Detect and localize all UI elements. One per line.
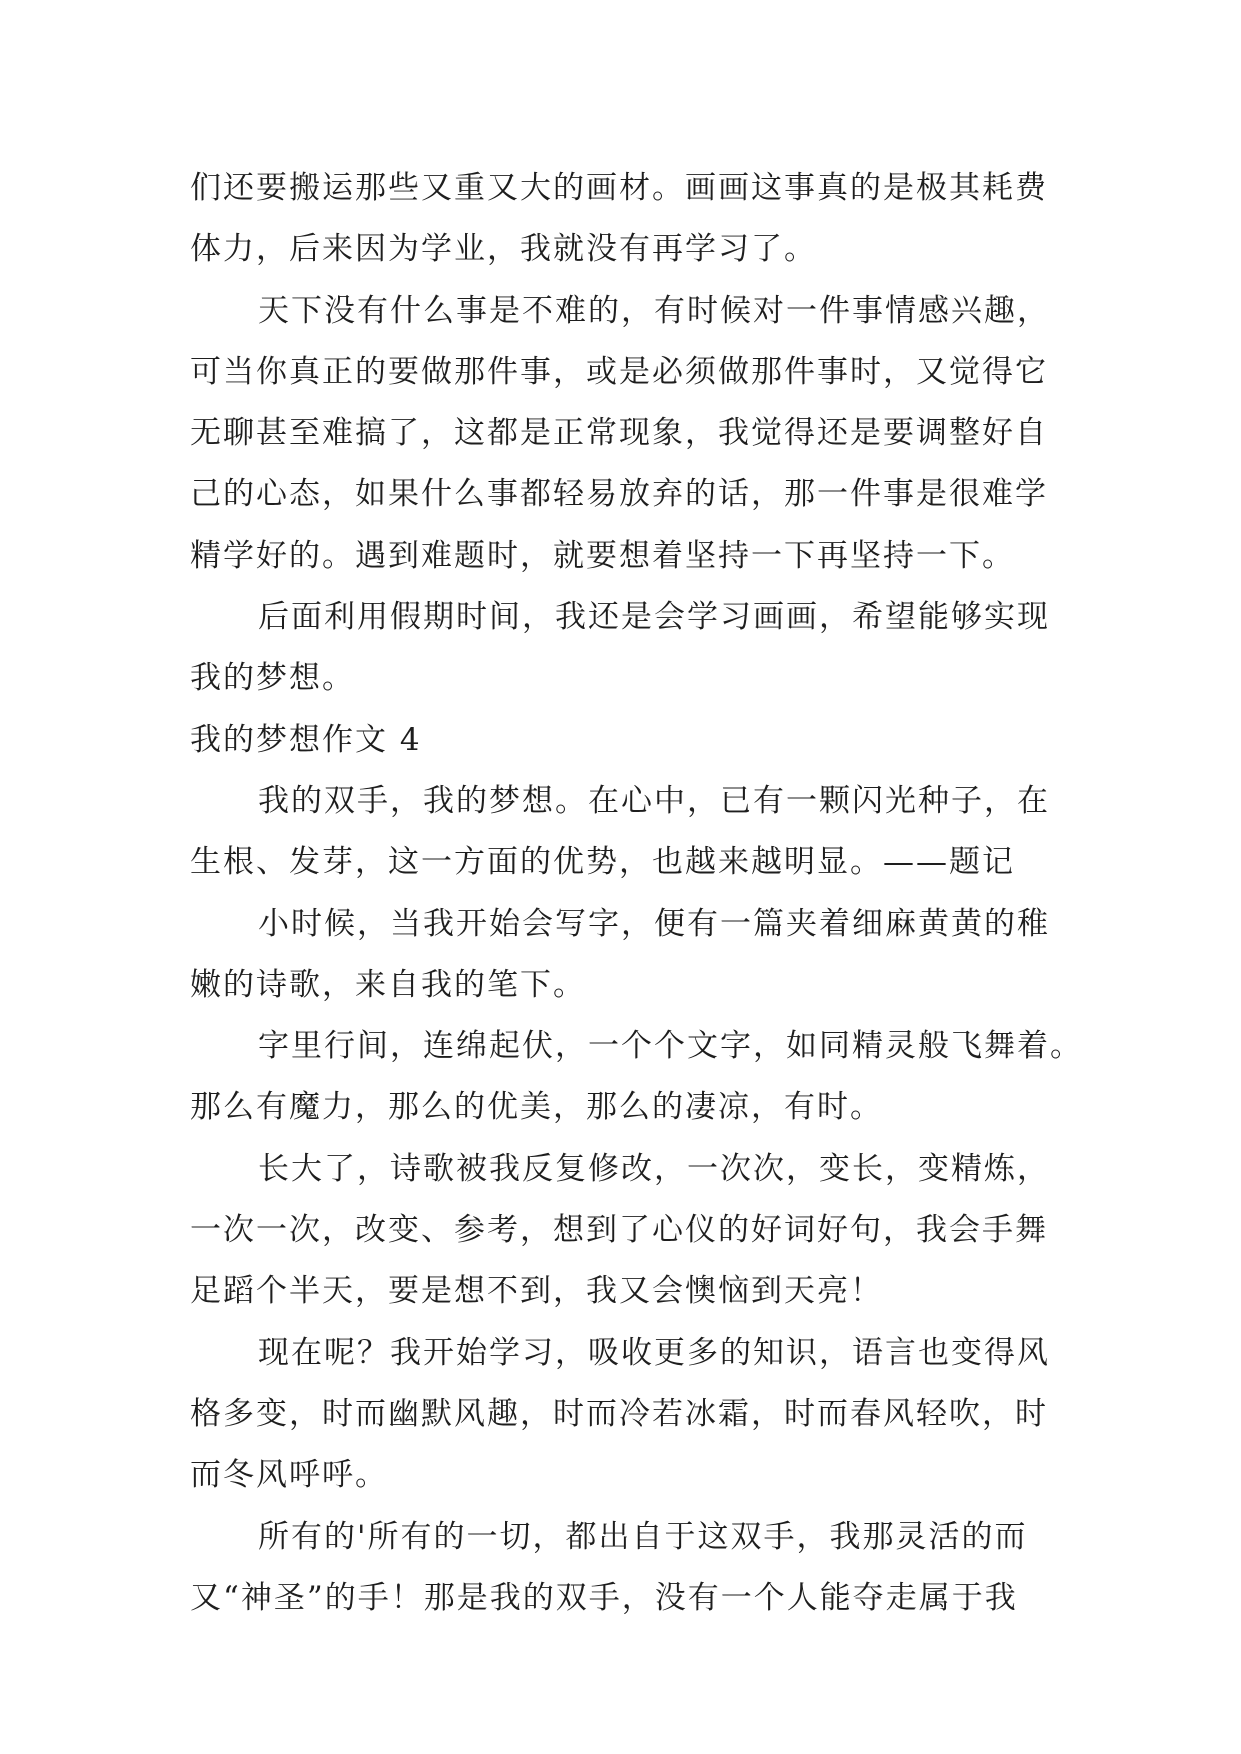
- text-line: 足蹈个半天，要是想不到，我又会懊恼到天亮！: [190, 1273, 883, 1310]
- paragraph-start-line: 现在呢？我开始学习，吸收更多的知识，语言也变得风: [258, 1334, 1050, 1371]
- text-line: 精学好的。遇到难题时，就要想着坚持一下再坚持一下。: [190, 537, 1015, 574]
- text-line: 格多变，时而幽默风趣，时而冷若冰霜，时而春风轻吹，时: [190, 1395, 1048, 1432]
- text-line: 而冬风呼呼。: [190, 1457, 388, 1494]
- paragraph-start-line: 小时候，当我开始会写字，便有一篇夹着细麻黄黄的稚: [258, 905, 1050, 942]
- text-line: 无聊甚至难搞了，这都是正常现象，我觉得还是要调整好自: [190, 415, 1048, 452]
- section-heading: 我的梦想作文 4: [190, 721, 422, 758]
- paragraph-start-line: 所有的'所有的一切，都出自于这双手，我那灵活的而: [258, 1518, 1028, 1555]
- text-line: 那么有魔力，那么的优美，那么的凄凉，有时。: [190, 1089, 883, 1126]
- text-line: 己的心态，如果什么事都轻易放弃的话，那一件事是很难学: [190, 476, 1048, 513]
- text-line: 嫩的诗歌，来自我的笔下。: [190, 966, 586, 1003]
- text-line: 又“神圣”的手！那是我的双手，没有一个人能夺走属于我: [190, 1579, 1018, 1616]
- paragraph-start-line: 字里行间，连绵起伏，一个个文字，如同精灵般飞舞着。: [258, 1028, 1083, 1065]
- text-line: 一次一次，改变、参考，想到了心仪的好词好句，我会手舞: [190, 1212, 1048, 1249]
- text-line: 可当你真正的要做那件事，或是必须做那件事时，又觉得它: [190, 353, 1048, 390]
- text-line: 体力，后来因为学业，我就没有再学习了。: [190, 231, 817, 268]
- paragraph-start-line: 我的双手，我的梦想。在心中，已有一颗闪光种子，在: [258, 782, 1050, 819]
- document-body: [190, 158, 1083, 1629]
- text-line: 生根、发芽，这一方面的优势，也越来越明显。——题记: [190, 844, 1015, 881]
- paragraph-start-line: 后面利用假期时间，我还是会学习画画，希望能够实现: [258, 599, 1050, 636]
- text-line: 我的梦想。: [190, 660, 355, 697]
- paragraph-start-line: 长大了，诗歌被我反复修改，一次次，变长，变精炼，: [258, 1150, 1050, 1187]
- paragraph-start-line: 天下没有什么事是不难的，有时候对一件事情感兴趣，: [258, 292, 1050, 329]
- text-line: 们还要搬运那些又重又大的画材。画画这事真的是极其耗费: [190, 170, 1048, 206]
